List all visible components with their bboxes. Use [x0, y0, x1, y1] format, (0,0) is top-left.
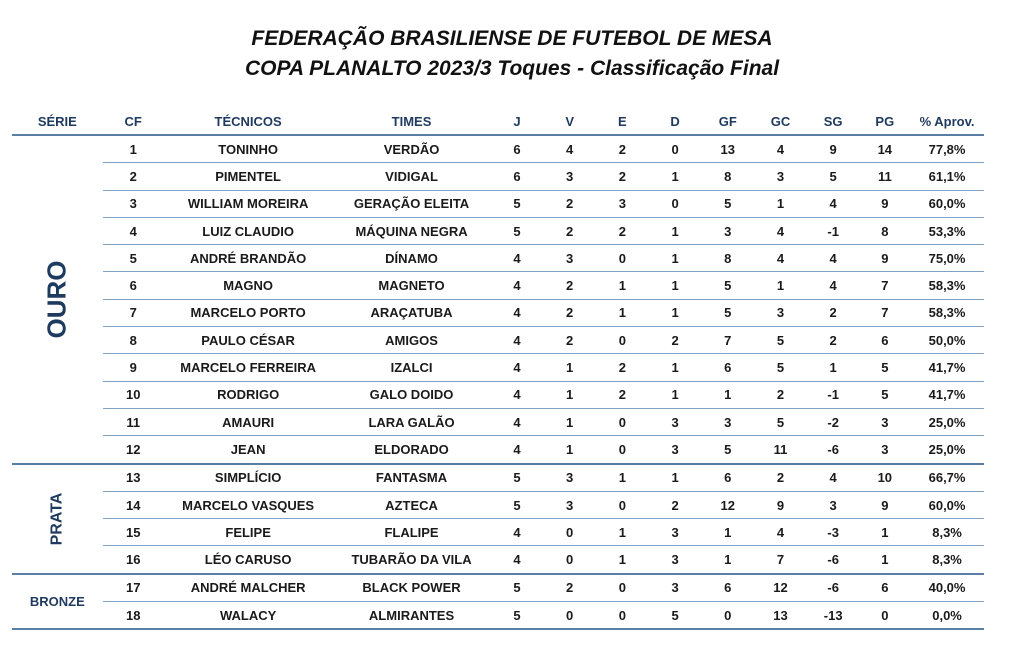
- title-line-1: FEDERAÇÃO BRASILIENSE DE FUTEBOL DE MESA: [251, 27, 773, 50]
- cell-cf: 11: [103, 408, 164, 435]
- cell-pg: 11: [860, 163, 911, 190]
- cell-d: 1: [649, 217, 702, 244]
- cell-e: 2: [596, 163, 649, 190]
- cell-v: 0: [543, 519, 596, 546]
- serie-label: OURO: [41, 260, 72, 339]
- cell-v: 3: [543, 245, 596, 272]
- cell-gc: 3: [754, 163, 807, 190]
- cell-tecnico: RODRIGO: [164, 381, 333, 408]
- cell-e: 1: [596, 546, 649, 574]
- cell-time: AZTECA: [332, 491, 490, 518]
- cell-tecnico: PIMENTEL: [164, 163, 333, 190]
- cell-gc: 2: [754, 464, 807, 492]
- table-row: [12, 327, 984, 354]
- cell-gc: 7: [754, 546, 807, 574]
- cell-tecnico: WILLIAM MOREIRA: [164, 190, 333, 217]
- cell-pg: 5: [860, 354, 911, 381]
- cell-cf: 7: [103, 299, 164, 326]
- header-aprov: % Aprov.: [910, 108, 984, 135]
- cell-cf: 8: [103, 327, 164, 354]
- cell-j: 4: [491, 408, 544, 435]
- table-row: [12, 602, 984, 630]
- cell-aprov: 61,1%: [910, 163, 984, 190]
- table-row: [12, 135, 984, 163]
- cell-d: 5: [649, 602, 702, 630]
- cell-pg: 1: [860, 546, 911, 574]
- cell-gf: 3: [701, 217, 754, 244]
- cell-aprov: 75,0%: [910, 245, 984, 272]
- table-row: [12, 408, 984, 435]
- cell-time: VIDIGAL: [332, 163, 490, 190]
- cell-pg: 14: [860, 135, 911, 163]
- cell-e: 1: [596, 299, 649, 326]
- cell-gc: 5: [754, 354, 807, 381]
- cell-v: 2: [543, 190, 596, 217]
- cell-v: 3: [543, 491, 596, 518]
- serie-label: PRATA: [48, 492, 66, 546]
- cell-time: DÍNAMO: [332, 245, 490, 272]
- cell-aprov: 41,7%: [910, 354, 984, 381]
- cell-e: 2: [596, 135, 649, 163]
- cell-sg: -6: [807, 574, 860, 602]
- cell-cf: 10: [103, 381, 164, 408]
- cell-aprov: 50,0%: [910, 327, 984, 354]
- header-cf: CF: [103, 108, 164, 135]
- cell-gf: 1: [701, 546, 754, 574]
- cell-tecnico: MARCELO FERREIRA: [164, 354, 333, 381]
- cell-pg: 6: [860, 327, 911, 354]
- cell-gf: 3: [701, 408, 754, 435]
- cell-j: 4: [491, 519, 544, 546]
- table-row: [12, 546, 984, 574]
- classification-table: [12, 108, 984, 630]
- cell-cf: 3: [103, 190, 164, 217]
- cell-gc: 4: [754, 135, 807, 163]
- cell-tecnico: MARCELO PORTO: [164, 299, 333, 326]
- cell-pg: 7: [860, 299, 911, 326]
- cell-d: 3: [649, 519, 702, 546]
- header-tecnicos: TÉCNICOS: [164, 108, 333, 135]
- cell-tecnico: AMAURI: [164, 408, 333, 435]
- cell-d: 3: [649, 546, 702, 574]
- cell-sg: -2: [807, 408, 860, 435]
- cell-pg: 8: [860, 217, 911, 244]
- cell-sg: 4: [807, 245, 860, 272]
- cell-v: 1: [543, 354, 596, 381]
- cell-sg: -6: [807, 546, 860, 574]
- cell-time: MÁQUINA NEGRA: [332, 217, 490, 244]
- cell-pg: 0: [860, 602, 911, 630]
- table-row: [12, 519, 984, 546]
- cell-j: 5: [491, 602, 544, 630]
- cell-gf: 7: [701, 327, 754, 354]
- cell-gf: 0: [701, 602, 754, 630]
- cell-v: 4: [543, 135, 596, 163]
- cell-sg: -13: [807, 602, 860, 630]
- cell-time: VERDÃO: [332, 135, 490, 163]
- cell-v: 3: [543, 163, 596, 190]
- cell-pg: 5: [860, 381, 911, 408]
- cell-j: 4: [491, 327, 544, 354]
- cell-time: BLACK POWER: [332, 574, 490, 602]
- cell-aprov: 53,3%: [910, 217, 984, 244]
- cell-time: FANTASMA: [332, 464, 490, 492]
- cell-e: 0: [596, 327, 649, 354]
- cell-cf: 16: [103, 546, 164, 574]
- cell-gf: 6: [701, 574, 754, 602]
- cell-time: GALO DOIDO: [332, 381, 490, 408]
- header-row: [12, 108, 984, 135]
- table-row: [12, 491, 984, 518]
- cell-cf: 6: [103, 272, 164, 299]
- cell-gc: 11: [754, 436, 807, 464]
- cell-gc: 4: [754, 217, 807, 244]
- cell-tecnico: FELIPE: [164, 519, 333, 546]
- cell-time: TUBARÃO DA VILA: [332, 546, 490, 574]
- table-row: [12, 163, 984, 190]
- table-row: [12, 436, 984, 464]
- header-times: TIMES: [332, 108, 490, 135]
- cell-tecnico: WALACY: [164, 602, 333, 630]
- cell-gc: 5: [754, 327, 807, 354]
- cell-tecnico: SIMPLÍCIO: [164, 464, 333, 492]
- cell-sg: 9: [807, 135, 860, 163]
- cell-gf: 13: [701, 135, 754, 163]
- cell-v: 0: [543, 602, 596, 630]
- cell-j: 5: [491, 464, 544, 492]
- cell-sg: -1: [807, 381, 860, 408]
- cell-e: 2: [596, 381, 649, 408]
- cell-gf: 1: [701, 519, 754, 546]
- cell-e: 3: [596, 190, 649, 217]
- cell-d: 1: [649, 464, 702, 492]
- cell-gc: 4: [754, 245, 807, 272]
- cell-aprov: 60,0%: [910, 491, 984, 518]
- table-body: [12, 135, 984, 629]
- cell-e: 0: [596, 408, 649, 435]
- cell-sg: 1: [807, 354, 860, 381]
- cell-d: 1: [649, 163, 702, 190]
- serie-cell: [12, 135, 103, 464]
- cell-tecnico: TONINHO: [164, 135, 333, 163]
- cell-cf: 18: [103, 602, 164, 630]
- cell-v: 2: [543, 217, 596, 244]
- cell-pg: 7: [860, 272, 911, 299]
- cell-j: 6: [491, 163, 544, 190]
- cell-aprov: 66,7%: [910, 464, 984, 492]
- cell-aprov: 8,3%: [910, 519, 984, 546]
- cell-sg: 2: [807, 327, 860, 354]
- cell-time: ARAÇATUBA: [332, 299, 490, 326]
- table-row: [12, 354, 984, 381]
- cell-d: 1: [649, 299, 702, 326]
- cell-cf: 5: [103, 245, 164, 272]
- cell-cf: 17: [103, 574, 164, 602]
- cell-time: AMIGOS: [332, 327, 490, 354]
- cell-gc: 1: [754, 272, 807, 299]
- cell-tecnico: JEAN: [164, 436, 333, 464]
- cell-aprov: 77,8%: [910, 135, 984, 163]
- cell-time: ALMIRANTES: [332, 602, 490, 630]
- table-row: [12, 217, 984, 244]
- cell-tecnico: PAULO CÉSAR: [164, 327, 333, 354]
- cell-pg: 6: [860, 574, 911, 602]
- cell-j: 5: [491, 217, 544, 244]
- cell-cf: 12: [103, 436, 164, 464]
- header-sg: SG: [807, 108, 860, 135]
- header-e: E: [596, 108, 649, 135]
- cell-d: 2: [649, 327, 702, 354]
- header-pg: PG: [860, 108, 911, 135]
- cell-cf: 13: [103, 464, 164, 492]
- cell-cf: 15: [103, 519, 164, 546]
- cell-gf: 5: [701, 299, 754, 326]
- cell-aprov: 40,0%: [910, 574, 984, 602]
- cell-time: GERAÇÃO ELEITA: [332, 190, 490, 217]
- cell-j: 5: [491, 491, 544, 518]
- cell-j: 4: [491, 299, 544, 326]
- cell-v: 1: [543, 381, 596, 408]
- table-row: [12, 381, 984, 408]
- cell-e: 0: [596, 245, 649, 272]
- serie-cell: [12, 574, 103, 630]
- cell-sg: 4: [807, 272, 860, 299]
- title-line-2: COPA PLANALTO 2023/3 Toques - Classificação Final: [244, 57, 780, 80]
- cell-gc: 2: [754, 381, 807, 408]
- cell-sg: 2: [807, 299, 860, 326]
- cell-gc: 3: [754, 299, 807, 326]
- cell-aprov: 58,3%: [910, 272, 984, 299]
- cell-tecnico: MAGNO: [164, 272, 333, 299]
- cell-j: 4: [491, 436, 544, 464]
- cell-v: 2: [543, 299, 596, 326]
- table-row: [12, 245, 984, 272]
- cell-j: 4: [491, 546, 544, 574]
- cell-d: 3: [649, 574, 702, 602]
- cell-j: 4: [491, 354, 544, 381]
- serie-cell: [12, 464, 103, 574]
- cell-tecnico: LUIZ CLAUDIO: [164, 217, 333, 244]
- cell-time: LARA GALÃO: [332, 408, 490, 435]
- cell-d: 1: [649, 354, 702, 381]
- header-serie: SÉRIE: [12, 108, 103, 135]
- cell-cf: 9: [103, 354, 164, 381]
- cell-v: 0: [543, 546, 596, 574]
- cell-cf: 4: [103, 217, 164, 244]
- cell-e: 2: [596, 217, 649, 244]
- cell-gc: 5: [754, 408, 807, 435]
- cell-e: 0: [596, 436, 649, 464]
- cell-gf: 8: [701, 245, 754, 272]
- cell-tecnico: MARCELO VASQUES: [164, 491, 333, 518]
- header-d: D: [649, 108, 702, 135]
- cell-tecnico: LÉO CARUSO: [164, 546, 333, 574]
- cell-j: 6: [491, 135, 544, 163]
- cell-gc: 13: [754, 602, 807, 630]
- cell-e: 1: [596, 519, 649, 546]
- cell-aprov: 58,3%: [910, 299, 984, 326]
- cell-j: 4: [491, 272, 544, 299]
- header-j: J: [491, 108, 544, 135]
- cell-e: 2: [596, 354, 649, 381]
- cell-d: 2: [649, 491, 702, 518]
- document-title: [0, 24, 1024, 84]
- cell-sg: 4: [807, 464, 860, 492]
- cell-aprov: 41,7%: [910, 381, 984, 408]
- cell-d: 3: [649, 408, 702, 435]
- cell-v: 3: [543, 464, 596, 492]
- cell-pg: 1: [860, 519, 911, 546]
- cell-gf: 6: [701, 464, 754, 492]
- cell-pg: 10: [860, 464, 911, 492]
- cell-gc: 1: [754, 190, 807, 217]
- cell-cf: 2: [103, 163, 164, 190]
- cell-e: 0: [596, 574, 649, 602]
- cell-cf: 1: [103, 135, 164, 163]
- cell-pg: 9: [860, 190, 911, 217]
- cell-v: 2: [543, 272, 596, 299]
- cell-pg: 9: [860, 245, 911, 272]
- cell-d: 1: [649, 272, 702, 299]
- table-row: [12, 272, 984, 299]
- cell-v: 1: [543, 408, 596, 435]
- cell-gc: 4: [754, 519, 807, 546]
- classification-table-wrap: [12, 108, 984, 630]
- cell-d: 1: [649, 245, 702, 272]
- cell-gf: 1: [701, 381, 754, 408]
- serie-label: BRONZE: [29, 594, 85, 610]
- cell-sg: -6: [807, 436, 860, 464]
- cell-gf: 5: [701, 272, 754, 299]
- cell-time: FLALIPE: [332, 519, 490, 546]
- cell-d: 0: [649, 135, 702, 163]
- cell-gc: 9: [754, 491, 807, 518]
- cell-j: 5: [491, 190, 544, 217]
- cell-d: 1: [649, 381, 702, 408]
- cell-d: 0: [649, 190, 702, 217]
- cell-j: 4: [491, 245, 544, 272]
- cell-pg: 3: [860, 408, 911, 435]
- cell-e: 1: [596, 272, 649, 299]
- header-gc: GC: [754, 108, 807, 135]
- table-row: [12, 464, 984, 492]
- cell-sg: 3: [807, 491, 860, 518]
- cell-sg: -1: [807, 217, 860, 244]
- cell-v: 2: [543, 574, 596, 602]
- cell-gf: 8: [701, 163, 754, 190]
- cell-gf: 5: [701, 190, 754, 217]
- cell-gf: 5: [701, 436, 754, 464]
- cell-tecnico: ANDRÉ MALCHER: [164, 574, 333, 602]
- cell-sg: 4: [807, 190, 860, 217]
- cell-v: 1: [543, 436, 596, 464]
- cell-e: 1: [596, 464, 649, 492]
- cell-time: MAGNETO: [332, 272, 490, 299]
- header-v: V: [543, 108, 596, 135]
- cell-pg: 3: [860, 436, 911, 464]
- cell-v: 2: [543, 327, 596, 354]
- cell-d: 3: [649, 436, 702, 464]
- cell-gf: 12: [701, 491, 754, 518]
- table-row: [12, 299, 984, 326]
- cell-tecnico: ANDRÉ BRANDÃO: [164, 245, 333, 272]
- cell-cf: 14: [103, 491, 164, 518]
- cell-e: 0: [596, 602, 649, 630]
- cell-gc: 12: [754, 574, 807, 602]
- cell-e: 0: [596, 491, 649, 518]
- cell-pg: 9: [860, 491, 911, 518]
- cell-j: 5: [491, 574, 544, 602]
- table-row: [12, 574, 984, 602]
- cell-sg: 5: [807, 163, 860, 190]
- cell-sg: -3: [807, 519, 860, 546]
- cell-aprov: 60,0%: [910, 190, 984, 217]
- cell-aprov: 0,0%: [910, 602, 984, 630]
- cell-j: 4: [491, 381, 544, 408]
- cell-aprov: 8,3%: [910, 546, 984, 574]
- cell-aprov: 25,0%: [910, 408, 984, 435]
- cell-time: IZALCI: [332, 354, 490, 381]
- header-gf: GF: [701, 108, 754, 135]
- cell-aprov: 25,0%: [910, 436, 984, 464]
- cell-gf: 6: [701, 354, 754, 381]
- cell-time: ELDORADO: [332, 436, 490, 464]
- table-row: [12, 190, 984, 217]
